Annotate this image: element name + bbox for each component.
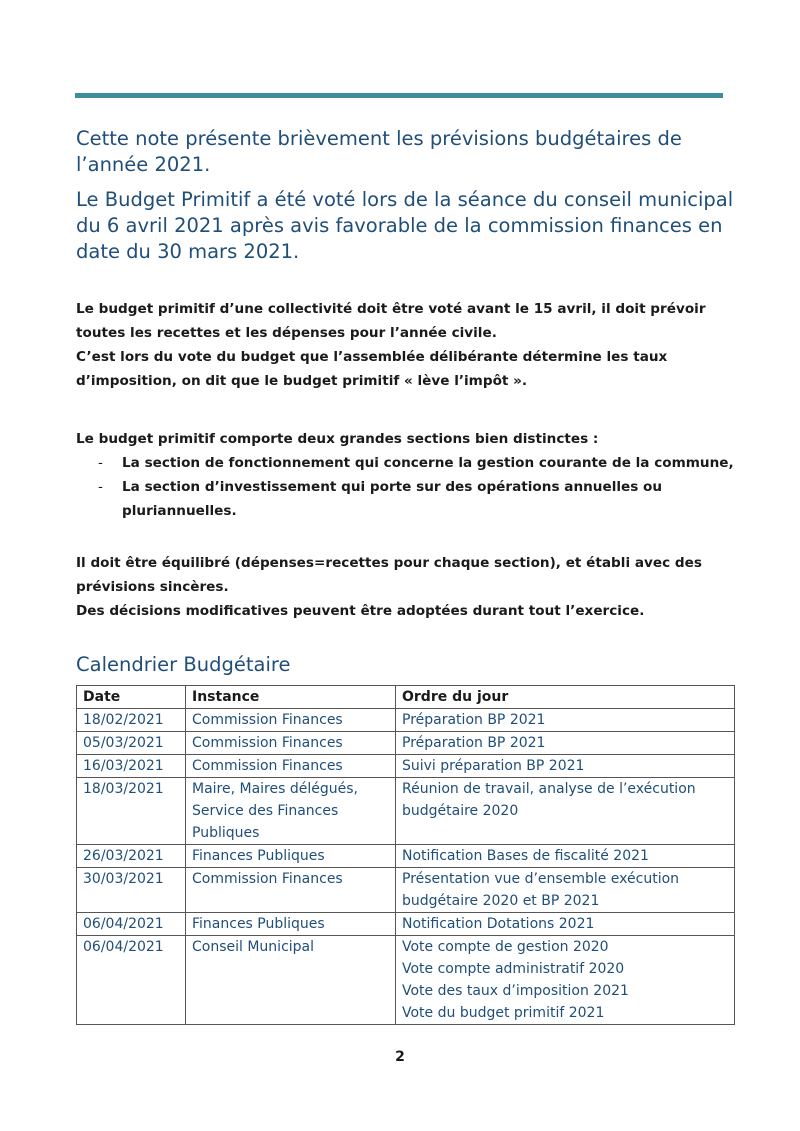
- table-row: [77, 778, 735, 845]
- table-row: [77, 936, 735, 1025]
- cell-agenda: [396, 709, 735, 732]
- calendar-title: Calendrier Budgétaire: [76, 653, 291, 676]
- cell-date: 30/03/2021: [77, 868, 186, 913]
- agenda-line: budgétaire 2020 et BP 2021: [402, 893, 600, 909]
- intro-block: [76, 126, 741, 274]
- intro-paragraph-1: Cette note présente brièvement les prévisions budgétaires de l’année 2021.: [76, 127, 682, 176]
- list-item-text: La section de fonctionnement qui concerne la gestion courante de la commune,: [122, 455, 734, 471]
- balance-line: Des décisions modificatives peuvent être adoptées durant tout l’exercice.: [76, 603, 645, 619]
- rules-line: C’est lors du vote du budget que l’assemblée délibérante détermine les taux: [76, 349, 668, 365]
- rules-block: [76, 297, 746, 393]
- instance-line: Commission Finances: [192, 712, 343, 728]
- agenda-line: Réunion de travail, analyse de l’exécution: [402, 781, 696, 797]
- table-header-row: [77, 686, 735, 709]
- agenda-line: Préparation BP 2021: [402, 735, 546, 751]
- cell-instance: [186, 778, 396, 845]
- agenda-line: Vote compte de gestion 2020: [402, 939, 609, 955]
- agenda-line: Suivi préparation BP 2021: [402, 758, 585, 774]
- agenda-line: Présentation vue d’ensemble exécution: [402, 871, 680, 887]
- table-row: [77, 868, 735, 913]
- instance-line: Service des Finances: [192, 803, 339, 819]
- agenda-line: Préparation BP 2021: [402, 712, 546, 728]
- sections-block: [76, 427, 746, 523]
- table-row: [77, 845, 735, 868]
- cell-instance: [186, 913, 396, 936]
- list-item: [76, 475, 746, 523]
- instance-line: Publiques: [192, 825, 260, 841]
- dash-bullet: -: [98, 479, 103, 495]
- header-agenda: Ordre du jour: [396, 686, 735, 709]
- instance-line: Commission Finances: [192, 735, 343, 751]
- agenda-line: budgétaire 2020: [402, 803, 519, 819]
- cell-agenda: [396, 845, 735, 868]
- cell-instance: [186, 868, 396, 913]
- rules-line: d’imposition, on dit que le budget primitif « lève l’impôt ».: [76, 373, 528, 389]
- header-rule: [75, 93, 723, 98]
- calendar-table: [76, 685, 735, 1025]
- instance-line: Commission Finances: [192, 758, 343, 774]
- table-row: [77, 732, 735, 755]
- cell-instance: [186, 845, 396, 868]
- list-item-text: La section d’investissement qui porte sur des opérations annuelles ou pluriannuelles.: [122, 479, 663, 519]
- cell-agenda: [396, 755, 735, 778]
- cell-date: 18/02/2021: [77, 709, 186, 732]
- cell-agenda: [396, 936, 735, 1025]
- sections-list: [76, 451, 746, 523]
- cell-instance: [186, 936, 396, 1025]
- sections-intro: Le budget primitif comporte deux grandes sections bien distinctes :: [76, 431, 599, 447]
- header-date: Date: [77, 686, 186, 709]
- cell-date: 06/04/2021: [77, 913, 186, 936]
- cell-agenda: [396, 732, 735, 755]
- list-item: [76, 451, 746, 475]
- agenda-line: Vote des taux d’imposition 2021: [402, 983, 629, 999]
- balance-line: Il doit être équilibré (dépenses=recettes pour chaque section), et établi avec des: [76, 555, 702, 571]
- rules-line: toutes les recettes et les dépenses pour l’année civile.: [76, 325, 497, 341]
- cell-date: 16/03/2021: [77, 755, 186, 778]
- cell-date: 06/04/2021: [77, 936, 186, 1025]
- calendar-body: [77, 709, 735, 1025]
- cell-instance: [186, 732, 396, 755]
- cell-instance: [186, 709, 396, 732]
- page-number: 2: [395, 1049, 405, 1065]
- table-row: [77, 755, 735, 778]
- intro-paragraph-2: Le Budget Primitif a été voté lors de la séance du conseil municipal du 6 avril 2021 après avis favorable de la commission finances en date du 30 mars 2021.: [76, 188, 734, 263]
- agenda-line: Vote du budget primitif 2021: [402, 1005, 605, 1021]
- agenda-line: Notification Dotations 2021: [402, 916, 595, 932]
- cell-date: 18/03/2021: [77, 778, 186, 845]
- cell-instance: [186, 755, 396, 778]
- cell-date: 05/03/2021: [77, 732, 186, 755]
- rules-line: Le budget primitif d’une collectivité doit être voté avant le 15 avril, il doit prévoir: [76, 301, 706, 317]
- cell-agenda: [396, 913, 735, 936]
- instance-line: Finances Publiques: [192, 916, 325, 932]
- balance-block: [76, 551, 746, 623]
- cell-date: 26/03/2021: [77, 845, 186, 868]
- instance-line: Finances Publiques: [192, 848, 325, 864]
- agenda-line: Vote compte administratif 2020: [402, 961, 625, 977]
- dash-bullet: -: [98, 455, 103, 471]
- instance-line: Conseil Municipal: [192, 939, 315, 955]
- agenda-line: Notification Bases de fiscalité 2021: [402, 848, 649, 864]
- table-row: [77, 709, 735, 732]
- cell-agenda: [396, 778, 735, 845]
- balance-line: prévisions sincères.: [76, 579, 229, 595]
- instance-line: Commission Finances: [192, 871, 343, 887]
- cell-agenda: [396, 868, 735, 913]
- table-row: [77, 913, 735, 936]
- header-instance: Instance: [186, 686, 396, 709]
- instance-line: Maire, Maires délégués,: [192, 781, 358, 797]
